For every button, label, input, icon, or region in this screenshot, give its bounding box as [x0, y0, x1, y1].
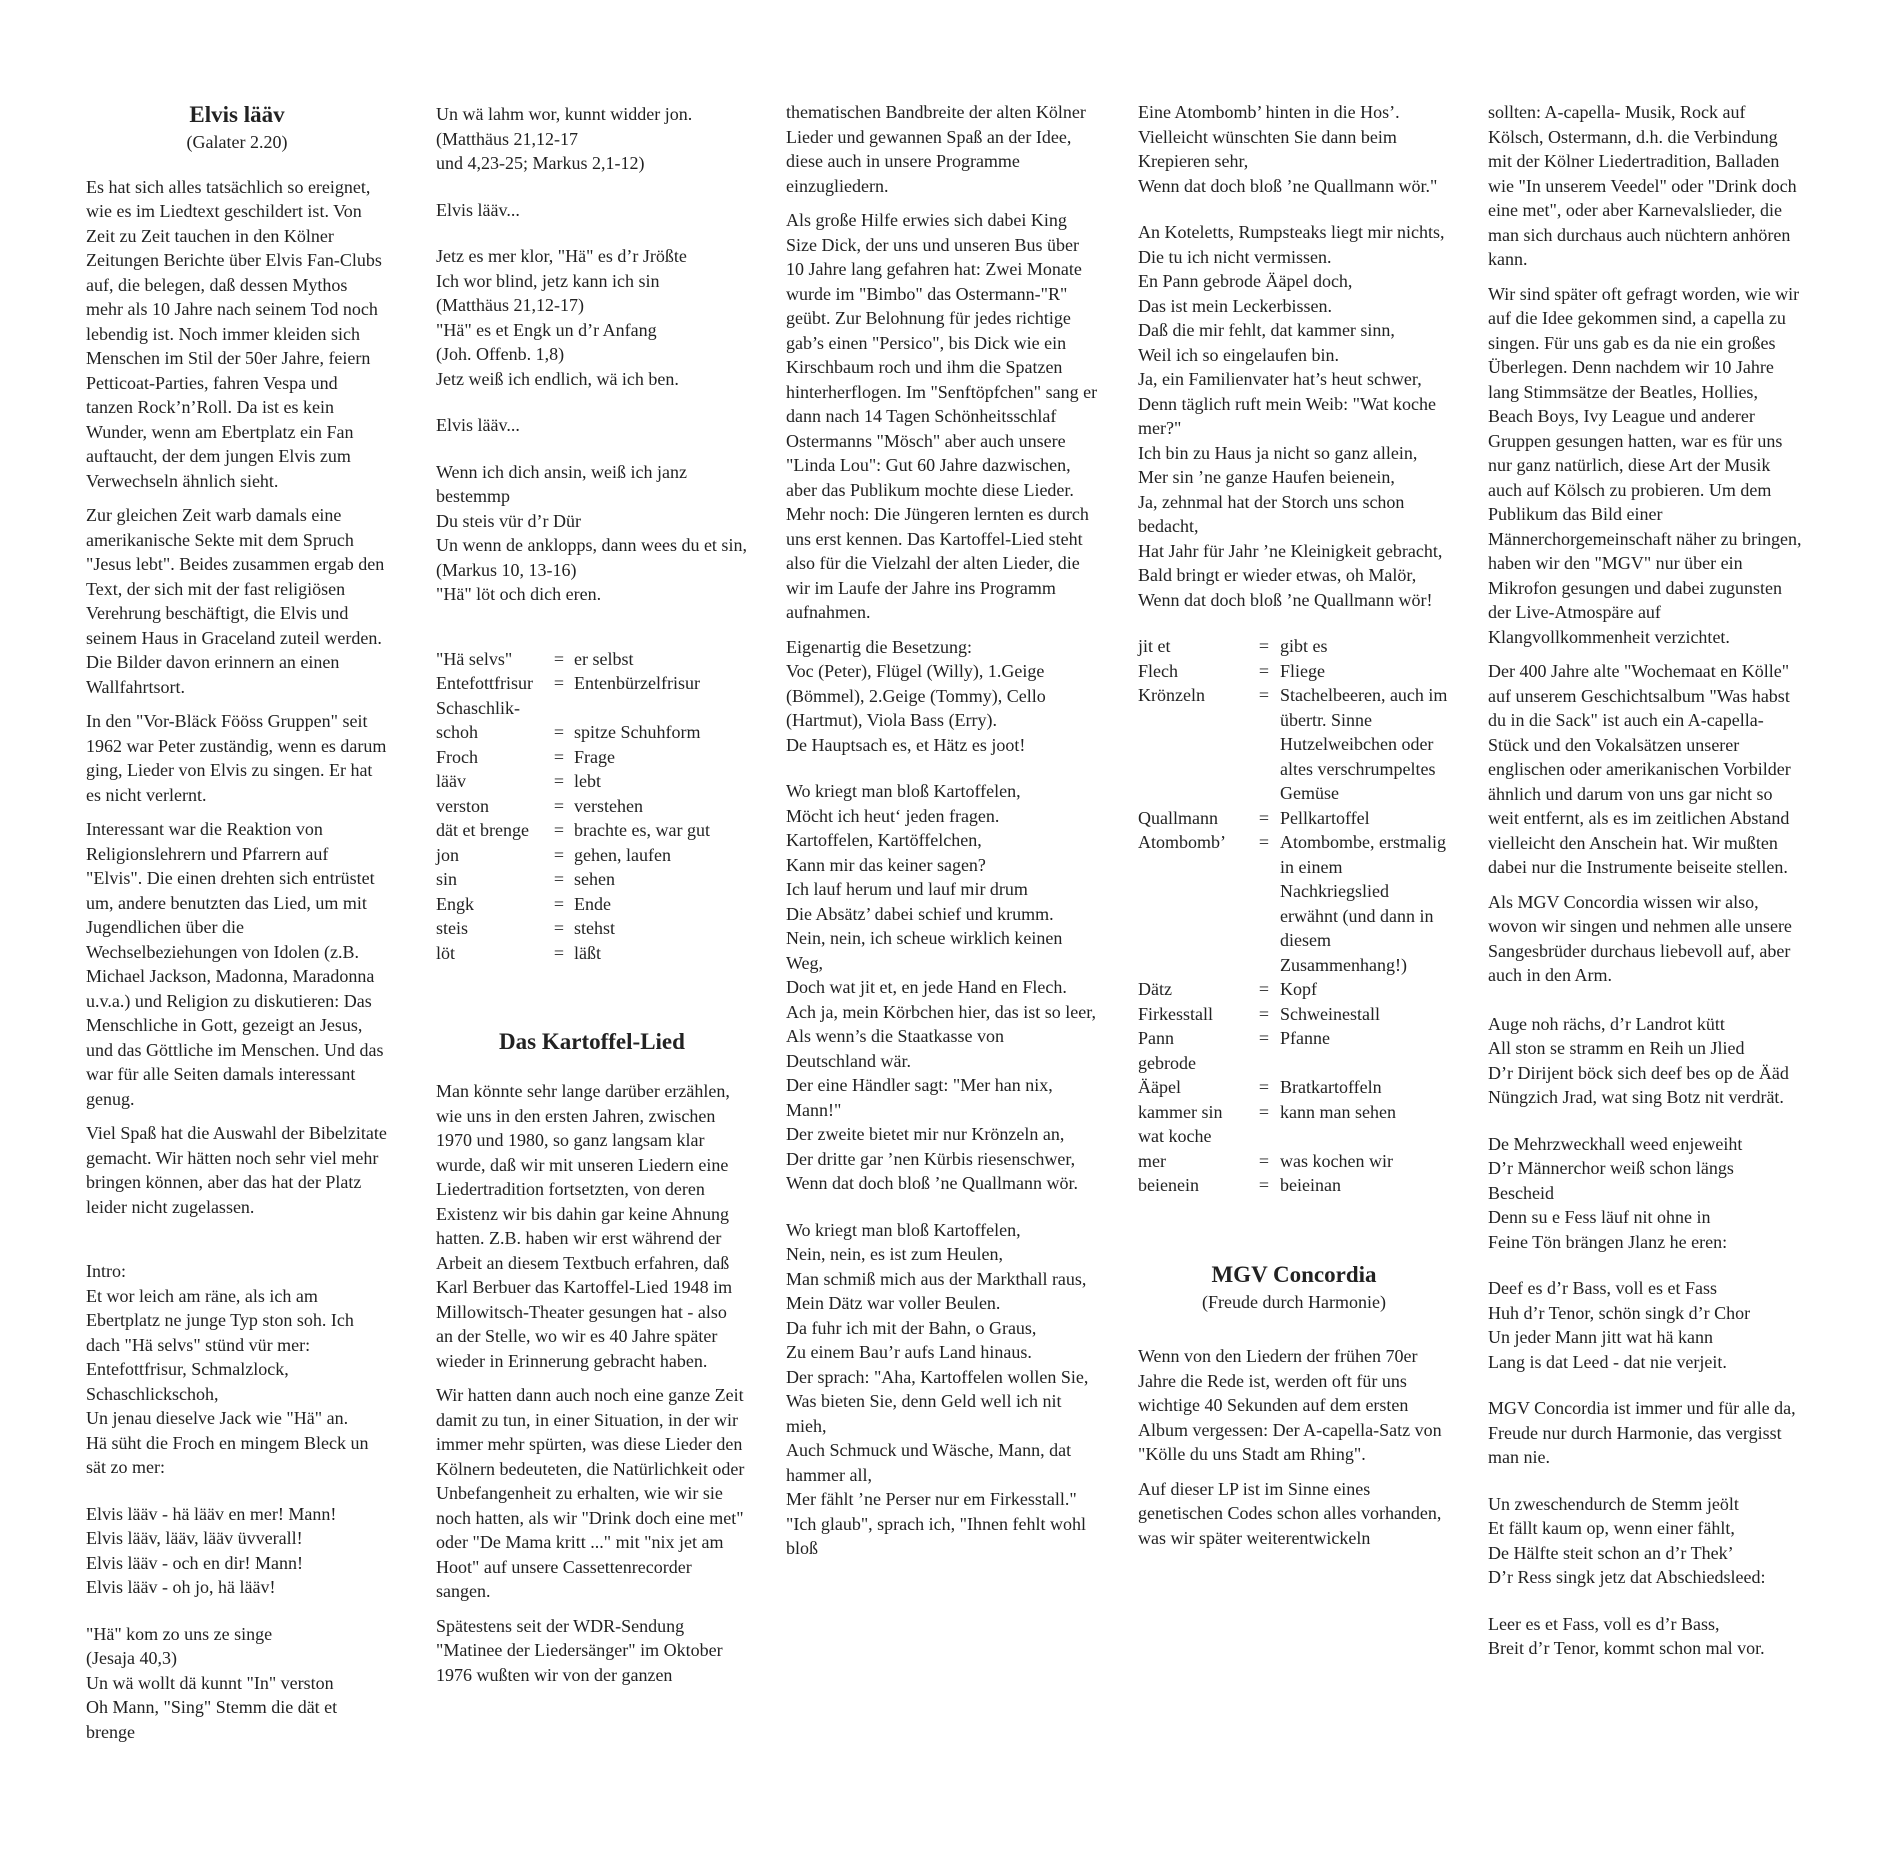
- glossary-term: Schaschlik-: [436, 697, 520, 718]
- lyric-line: De Hälfte steit schon an d’r Thek’: [1488, 1542, 1734, 1563]
- glossary-row: [1138, 1026, 1450, 1051]
- glossary-term: "Hä selvs": [436, 648, 513, 669]
- glossary-row: [1138, 1075, 1450, 1100]
- lyric-line: D’r Dirijent böck sich deef bes op de Ääd: [1488, 1062, 1789, 1083]
- lyrics-stanza: [1488, 1492, 1804, 1590]
- lyric-line: Möcht ich heut‘ jeden fragen.: [786, 805, 1000, 826]
- glossary-term: Atombomb’: [1138, 832, 1226, 852]
- lyric-line: Elvis lääv - oh jo, hä lääv!: [86, 1577, 276, 1597]
- lyric-line: Wo kriegt man bloß Kartoffelen,: [786, 781, 1021, 801]
- glossary-equals: =: [1258, 1175, 1270, 1195]
- glossary-term: Flech: [1138, 660, 1178, 681]
- lyric-line: De Mehrzweckhall weed enjeweiht: [1488, 1133, 1743, 1154]
- glossary-row: [436, 867, 748, 892]
- lyrics-stanza: [86, 1622, 388, 1745]
- lyrics-chorus: [86, 1502, 388, 1600]
- lyrics-refrain: [436, 198, 748, 223]
- column-5: [1488, 100, 1804, 1683]
- glossary-equals: =: [553, 771, 565, 791]
- glossary-row: [436, 671, 748, 696]
- glossary-row: [436, 720, 748, 745]
- glossary-term: dät et brenge: [436, 820, 529, 840]
- glossary-equals: =: [553, 942, 565, 963]
- lyric-line: Auch Schmuck und Wäsche, Mann, dat hammer all,: [786, 1440, 1072, 1485]
- lyric-line: Un wenn de anklopps, dann wees du et sin, (Markus 10, 13-16): [436, 535, 747, 580]
- glossary-row: [1138, 1051, 1450, 1076]
- lyric-line: Hat Jahr für Jahr ’ne Kleinigkeit gebracht,: [1138, 540, 1443, 561]
- lyric-line: Der dritte gar ’nen Kürbis riesenschwer,: [786, 1148, 1076, 1169]
- glossary-term: Froch: [436, 746, 478, 767]
- lyric-line: Als wenn’s die Staatkasse von Deutschland wär.: [786, 1026, 1004, 1071]
- glossary-equals: =: [553, 722, 565, 742]
- glossary-equals: =: [553, 893, 565, 914]
- glossary-equals: =: [1258, 636, 1270, 656]
- glossary-equals: [1248, 1124, 1280, 1149]
- lyric-line: "Hä" kom zo uns ze singe: [86, 1623, 273, 1644]
- lyric-line: An Koteletts, Rumpsteaks liegt mir nichts,: [1138, 222, 1445, 242]
- glossary-equals: =: [553, 918, 565, 938]
- lyric-line: Et fällt kaum op, wenn einer fählt,: [1488, 1518, 1735, 1538]
- lyric-line: Wo kriegt man bloß Kartoffelen,: [786, 1219, 1021, 1240]
- lyric-line: (Matthäus 21,12-17): [436, 295, 584, 315]
- lyric-line: Breit d’r Tenor, kommt schon mal vor.: [1488, 1638, 1765, 1658]
- lyric-line: Un jenau dieselve Jack wie "Hä" an.: [86, 1408, 349, 1428]
- lyric-line: Der sprach: "Aha, Kartoffelen wollen Sie,: [786, 1366, 1089, 1387]
- glossary-definition: stehst: [574, 918, 616, 938]
- glossary-term: verston: [436, 795, 489, 816]
- glossary-term: lääv: [436, 771, 466, 791]
- paragraph: Als große Hilfe erwies sich dabei King Size Dick, der uns und unseren Bus über 10 Jahre lang gefahren hat: Zwei Monate wurde im "Bimbo" das Ostermann-"R" geübt. Zur Belohnung für jedes richtige gab’s einen "Persico", bis Dick wie ein Kirschbaum roch und ihm die Spatzen hinterherflogen. Im "Senftöpfchen" sang er dann nach 14 Tagen Schönheitsschlaf Ostermanns "Mösch" aber auch unsere "Linda Lou": Gut 60 Jahre dazwischen, aber das Publikum mochte diese Lieder. Mehr noch: Die Jüngeren lernten es durch uns erst kennen. Das Kartoffel-Lied steht also für die Vielzahl der alten Lieder, die wir im Laufe der Jahre ins Programm aufnahmen.: [786, 210, 1098, 622]
- glossary-row: [1138, 1124, 1450, 1149]
- glossary-definition: Stachelbeeren, auch im übertr. Sinne Hutzelweibchen oder altes verschrumpeltes Gemüse: [1280, 685, 1448, 803]
- glossary-row: [1138, 659, 1450, 684]
- glossary-definition: lebt: [574, 771, 601, 791]
- glossary-row: [436, 843, 748, 868]
- paragraph: Auf dieser LP ist im Sinne eines genetischen Codes schon alles vorhanden, was wir später weiterentwickeln: [1138, 1478, 1442, 1548]
- lyric-line: Oh Mann, "Sing" Stemm die dät et brenge: [86, 1697, 338, 1742]
- glossary-term: gebrode: [1138, 1052, 1196, 1073]
- lyric-line: Nein, nein, es ist zum Heulen,: [786, 1244, 1003, 1264]
- glossary-term: jit et: [1138, 636, 1171, 656]
- lyric-line: Da fuhr ich mit der Bahn, o Graus,: [786, 1317, 1037, 1338]
- song-subtitle-mgv: (Freude durch Harmonie): [1202, 1291, 1386, 1312]
- lyric-line: Elvis lääv, lääv, lääv üvverall!: [86, 1528, 303, 1548]
- lyrics-stanza: [436, 460, 748, 607]
- lyric-line: Eine Atombomb’ hinten in die Hos’.: [1138, 102, 1400, 122]
- glossary-term: Engk: [436, 893, 474, 914]
- glossary-definition: [1280, 1051, 1450, 1076]
- lyric-line: All ston se stramm en Reih un Jlied: [1488, 1038, 1745, 1058]
- lyric-line: Auge noh rächs, d’r Landrot kütt: [1488, 1013, 1725, 1034]
- glossary-elvis: [436, 647, 748, 966]
- glossary-kartoffel: [1138, 634, 1450, 1198]
- glossary-definition: Bratkartoffeln: [1280, 1077, 1382, 1097]
- glossary-equals: =: [1258, 1150, 1270, 1171]
- glossary-row: [1138, 806, 1450, 831]
- paragraph: Wenn von den Liedern der frühen 70er Jahre die Rede ist, werden oft für uns wichtige 40 Sekunden auf dem ersten Album vergessen: Der A-capella-Satz von "Kölle du uns Stadt am Rhing".: [1138, 1346, 1442, 1464]
- glossary-row: [436, 794, 748, 819]
- mgv-commentary-continued: [1488, 100, 1804, 988]
- glossary-equals: =: [553, 795, 565, 816]
- lyrics-stanza: [1488, 1132, 1804, 1255]
- cast-line: Voc (Peter), Flügel (Willy), 1.Geige (Bömmel), 2.Geige (Tommy), Cello (Hartmut), Viola Bass (Erry).: [786, 661, 1046, 730]
- lyric-line: (Matthäus 21,12-17: [436, 128, 578, 149]
- paragraph: Eigenartig die Besetzung:: [786, 636, 972, 657]
- lyric-line: Un jeder Mann jitt wat hä kann: [1488, 1327, 1713, 1347]
- lyric-line: Freude nur durch Harmonie, das vergisst man nie.: [1488, 1422, 1782, 1467]
- lyric-line: Ja, zehnmal hat der Storch uns schon bedacht,: [1138, 491, 1405, 536]
- glossary-row: [436, 818, 748, 843]
- song-title-kartoffel: Das Kartoffel-Lied: [499, 1029, 685, 1054]
- glossary-definition: Atombombe, erstmalig in einem Nachkriegslied erwähnt (und dann in diesem Zusammenhang!): [1280, 832, 1446, 975]
- glossary-term: jon: [436, 844, 460, 865]
- paragraph: Wir sind später oft gefragt worden, wie wir auf die Idee gekommen sind, a capella zu singen. Für uns gab es da nie ein großes Überlegen. Denn nachdem wir 10 Jahre lang Stimmsätze der Beatles, Hollies, Beach Boys, Ivy League und anderer Gruppen gesungen hatten, war es für uns nur ganz natürlich, diese Art der Musik auch auf Kölsch zu probieren. Um dem Publikum das Bild einer Männerchorgemeinschaft näher zu bringen, haben wir den "MGV" nur über ein Mikrofon gesungen und dabei zugunsten der Live-Atmospäre auf Klangvollkommenheit verzichtet.: [1488, 283, 1802, 647]
- lyrics-chorus: [1488, 1396, 1804, 1470]
- glossary-definition: [574, 696, 748, 721]
- lyric-line: Doch wat jit et, en jede Hand en Flech.: [786, 977, 1067, 997]
- glossary-definition: brachte es, war gut: [574, 820, 710, 840]
- glossary-definition: Schweinestall: [1280, 1003, 1380, 1024]
- glossary-equals: =: [553, 673, 565, 693]
- lyric-line: Intro:: [86, 1261, 126, 1281]
- lyric-line: Bald bringt er wieder etwas, oh Malör,: [1138, 565, 1417, 585]
- lyric-line: Un wä wollt dä kunnt "In" verston: [86, 1672, 334, 1693]
- glossary-equals: =: [553, 648, 565, 669]
- kartoffel-commentary: [436, 1079, 748, 1687]
- lyric-line: Vielleicht wünschten Sie dann beim Krepieren sehr,: [1138, 126, 1397, 171]
- lyric-line: Feine Tön brängen Jlanz he eren:: [1488, 1231, 1728, 1252]
- glossary-row: [1138, 1002, 1450, 1027]
- lyric-line: Ach ja, mein Körbchen hier, das ist so leer,: [786, 1001, 1096, 1022]
- lyrics-stanza: [1138, 220, 1450, 612]
- glossary-equals: [1248, 1051, 1280, 1076]
- glossary-row: [1138, 634, 1450, 659]
- lyric-line: Un wä lahm wor, kunnt widder jon.: [436, 104, 693, 124]
- paragraph: Spätestens seit der WDR-Sendung "Matinee der Liedersänger" im Oktober 1976 wußten wir von der ganzen: [436, 1615, 723, 1685]
- glossary-definition: Frage: [574, 746, 615, 767]
- glossary-equals: =: [1258, 685, 1270, 705]
- lyric-line: Kann mir das keiner sagen?: [786, 854, 986, 875]
- glossary-equals: =: [1258, 1003, 1270, 1024]
- song-subtitle-elvis: (Galater 2.20): [186, 132, 288, 152]
- glossary-definition: [1280, 1124, 1450, 1149]
- paragraph: Man könnte sehr lange darüber erzählen, wie uns in den ersten Jahren, zwischen 1970 und 1980, so ganz langsam klar wurde, daß wir mit unseren Liedern eine Liedertradition fortsetzten, von deren Existenz wir bis dahin gar keine Ahnung hatten. Z.B. haben wir erst während der Arbeit an diesem Textbuch erfahren, daß Karl Berbuer das Kartoffel-Lied 1948 im Millowitsch-Theater gesungen hat - also an der Stelle, wo wir es 40 Jahre später wieder in Erinnerung gebracht haben.: [436, 1081, 733, 1371]
- glossary-row: [436, 696, 748, 721]
- glossary-equals: =: [1258, 1028, 1270, 1048]
- lyric-line: Et wor leich am räne, als ich am Ebertplatz ne junge Typ ston soh. Ich dach "Hä selvs" stünd vür mer:: [86, 1285, 354, 1355]
- glossary-term: Entefottfrisur: [436, 673, 533, 693]
- lyric-line: Was bieten Sie, denn Geld well ich nit mieh,: [786, 1391, 1062, 1436]
- glossary-term: Ääpel: [1138, 1077, 1181, 1097]
- glossary-term: Krönzeln: [1138, 685, 1205, 705]
- glossary-term: Pann: [1138, 1028, 1174, 1048]
- lyric-line: Ich lauf herum und lauf mir drum: [786, 879, 1028, 899]
- lyric-line: Denn su e Fess läuf nit ohne in: [1488, 1207, 1711, 1227]
- paragraph: Zur gleichen Zeit warb damals eine amerikanische Sekte mit dem Spruch "Jesus lebt". Beides zusammen ergab den Text, der sich mit der fast religiösen Verehrung beschäftigt, die Elvis und seinem Haus in Graceland zuteil werden. Die Bilder davon erinnern an einen Wallfahrtsort.: [86, 505, 385, 697]
- glossary-definition: beieinan: [1280, 1175, 1341, 1195]
- lyric-line: Man schmiß mich aus der Markthall raus,: [786, 1268, 1087, 1289]
- lyric-line: D’r Männerchor weiß schon längs Bescheid: [1488, 1158, 1734, 1203]
- lyrics-refrain: [436, 413, 748, 438]
- paragraph: In den "Vor-Bläck Fööss Gruppen" seit 1962 war Peter zuständig, wenn es darum ging, Lieder von Elvis zu singen. Er hat es nicht verlernt.: [86, 711, 387, 805]
- glossary-equals: =: [553, 746, 565, 767]
- column-4: [1138, 100, 1450, 1560]
- lyric-line: Ja, ein Familienvater hat’s heut schwer,: [1138, 369, 1422, 389]
- lyric-line: "Hä" es et Engk un d’r Anfang: [436, 319, 657, 340]
- lyric-line: Der eine Händler sagt: "Mer han nix, Mann!": [786, 1075, 1053, 1120]
- glossary-row: [1138, 683, 1450, 806]
- glossary-row: [436, 647, 748, 672]
- lyric-line: Wenn dat doch bloß ’ne Quallmann wör.": [1138, 175, 1438, 196]
- glossary-definition: er selbst: [574, 648, 634, 669]
- glossary-equals: =: [553, 844, 565, 865]
- lyric-line: "Ich glaub", sprach ich, "Ihnen fehlt wohl bloß: [786, 1513, 1086, 1558]
- glossary-equals: =: [1258, 807, 1270, 828]
- lyric-line: Huh d’r Tenor, schön singk d’r Chor: [1488, 1302, 1751, 1323]
- glossary-term: Dätz: [1138, 979, 1172, 999]
- glossary-definition: was kochen wir: [1280, 1150, 1393, 1171]
- glossary-equals: =: [1258, 660, 1270, 681]
- glossary-definition: Fliege: [1280, 660, 1325, 681]
- lyric-line: Du steis vür d’r Dür: [436, 510, 581, 531]
- paragraph: Wir hatten dann auch noch eine ganze Zeit damit zu tun, in einer Situation, in der wir immer mehr spürten, was diese Lieder den Kölnern bedeuteten, die Natürlichkeit oder Unbefangenheit zu erhalten, wie wir sie noch hatten, als wir "Drink doch eine met" oder "De Mama kritt ..." mit "nix jet am Hoot" auf unsere Cassettenrecorder sangen.: [436, 1385, 745, 1601]
- column-2: [436, 102, 748, 1697]
- glossary-equals: =: [1258, 1077, 1270, 1097]
- lyric-line: Nein, nein, ich scheue wirklich keinen Weg,: [786, 928, 1063, 973]
- glossary-definition: kann man sehen: [1280, 1101, 1396, 1122]
- glossary-definition: Entenbürzelfrisur: [574, 673, 700, 693]
- glossary-term: sin: [436, 869, 458, 889]
- cast-line: De Hauptsach es, et Hätz es joot!: [786, 734, 1026, 755]
- glossary-term: beienein: [1138, 1175, 1199, 1195]
- lyrics-chorus: [1488, 1612, 1804, 1661]
- lyric-line: Un zweschendurch de Stemm jeölt: [1488, 1493, 1739, 1514]
- elvis-commentary: [86, 175, 388, 1220]
- lyrics-stanza: [786, 779, 1098, 1196]
- lyric-line: Ich bin zu Haus ja nicht so ganz allein,: [1138, 442, 1418, 463]
- glossary-equals: =: [1258, 1101, 1270, 1122]
- paragraph: Viel Spaß hat die Auswahl der Bibelzitate gemacht. Wir hätten noch sehr viel mehr bringen können, aber das hat der Platz leider nicht zugelassen.: [86, 1123, 387, 1217]
- glossary-row: [436, 916, 748, 941]
- glossary-definition: läßt: [574, 942, 601, 963]
- lyric-line: "Hä" löt och dich eren.: [436, 584, 602, 604]
- glossary-term: mer: [1138, 1150, 1166, 1171]
- lyric-line: Entefottfrisur, Schmalzlock, Schaschlickschoh,: [86, 1359, 289, 1404]
- lyrics-chorus: [1488, 1276, 1804, 1374]
- glossary-row: [1138, 977, 1450, 1002]
- glossary-definition: verstehen: [574, 795, 643, 816]
- glossary-definition: spitze Schuhform: [574, 722, 701, 742]
- lyric-line: Ich wor blind, jetz kann ich sin: [436, 270, 660, 291]
- glossary-row: [1138, 830, 1450, 977]
- lyric-line: Jetz es mer klor, "Hä" es d’r Jrößte: [436, 246, 687, 266]
- lyric-line: und 4,23-25; Markus 2,1-12): [436, 153, 645, 173]
- glossary-row: [1138, 1173, 1450, 1198]
- glossary-equals: =: [1258, 979, 1270, 999]
- glossary-row: [436, 769, 748, 794]
- lyric-line: Elvis lääv - och en dir! Mann!: [86, 1552, 303, 1573]
- lyric-line: Daß die mir fehlt, dat kammer sinn,: [1138, 320, 1395, 340]
- lyric-line: Lang is dat Leed - dat nie verjeit.: [1488, 1351, 1727, 1372]
- glossary-definition: Kopf: [1280, 979, 1317, 999]
- kartoffel-commentary-continued: [786, 100, 1098, 659]
- lyric-line: Elvis lääv...: [436, 199, 520, 220]
- lyrics-stanza: [436, 244, 748, 391]
- song-title-elvis: Elvis lääv: [189, 102, 285, 127]
- glossary-row: [436, 745, 748, 770]
- glossary-row: [1138, 1149, 1450, 1174]
- glossary-row: [436, 892, 748, 917]
- lyric-line: Mer fählt ’ne Perser nur em Firkesstall.": [786, 1489, 1077, 1509]
- lyric-line: Weil ich so eingelaufen bin.: [1138, 344, 1339, 365]
- lyric-line: Kartoffelen, Kartöffelchen,: [786, 830, 982, 850]
- glossary-definition: Ende: [574, 893, 611, 914]
- lyrics-stanza: [1138, 100, 1450, 198]
- glossary-term: Firkesstall: [1138, 1003, 1213, 1024]
- cast-list: [786, 659, 1098, 757]
- lyric-line: Leer es et Fass, voll es d’r Bass,: [1488, 1613, 1720, 1634]
- glossary-definition: Pellkartoffel: [1280, 807, 1370, 828]
- column-3: [786, 100, 1098, 1583]
- lyrics-stanza: [786, 1218, 1098, 1561]
- lyric-line: En Pann gebrode Ääpel doch,: [1138, 271, 1353, 291]
- lyric-line: Wenn dat doch bloß ’ne Quallmann wör!: [1138, 589, 1433, 610]
- glossary-term: Quallmann: [1138, 807, 1218, 828]
- glossary-term: kammer sin: [1138, 1101, 1223, 1122]
- lyric-line: (Joh. Offenb. 1,8): [436, 344, 565, 364]
- paragraph: Als MGV Concordia wissen wir also, wovon wir singen und nehmen alle unsere Sangesbrüder durchaus liebevoll auf, aber auch in den Arm.: [1488, 891, 1792, 985]
- mgv-commentary: [1138, 1344, 1450, 1550]
- lyric-line: Zu einem Bau’r aufs Land hinaus.: [786, 1342, 1032, 1362]
- lyrics-stanza: [436, 102, 748, 176]
- lyric-line: Der zweite bietet mir nur Krönzeln an,: [786, 1124, 1065, 1144]
- glossary-definition: gehen, laufen: [574, 844, 671, 865]
- paragraph: thematischen Bandbreite der alten Kölner Lieder und gewannen Spaß an der Idee, diese auch in unsere Programme einzugliedern.: [786, 102, 1086, 196]
- lyric-line: Jetz weiß ich endlich, wä ich ben.: [436, 368, 679, 389]
- glossary-definition: sehen: [574, 869, 615, 889]
- glossary-equals: [544, 696, 574, 721]
- glossary-equals: =: [553, 869, 565, 889]
- lyric-line: Deef es d’r Bass, voll es et Fass: [1488, 1278, 1717, 1298]
- glossary-definition: gibt es: [1280, 636, 1328, 656]
- column-1: [86, 100, 388, 1766]
- paragraph: Interessant war die Reaktion von Religionslehrern und Pfarrern auf "Elvis". Die einen drehten sich entrüstet um, andere benutzten das Lied, um mit Jugendlichen über die Wechselbeziehungen von Idolen (z.B. Michael Jackson, Madonna, Maradonna u.v.a.) und Religion zu diskutieren: Das Menschliche in Gott, gezeigt an Jesus, und das Göttliche im Menschen. Und das war für alle Seiten damals interessant genug.: [86, 819, 384, 1109]
- glossary-definition: Pfanne: [1280, 1028, 1330, 1048]
- glossary-row: [436, 941, 748, 966]
- lyrics-stanza: [1488, 1012, 1804, 1110]
- paragraph: sollten: A-capella- Musik, Rock auf Kölsch, Ostermann, d.h. die Verbindung mit der Kölner Liedertradition, Balladen wie "In unserem Veedel" oder "Drink doch eine met", oder aber Karnevalslieder, die man sich durchaus auch nüchtern anhören kann.: [1488, 102, 1797, 269]
- glossary-equals: =: [553, 820, 565, 840]
- lyrics-stanza: [86, 1259, 388, 1480]
- lyric-line: Denn täglich ruft mein Weib: "Wat koche mer?": [1138, 393, 1437, 438]
- lyric-line: (Jesaja 40,3): [86, 1648, 177, 1668]
- lyric-line: Die tu ich nicht vermissen.: [1138, 246, 1332, 267]
- glossary-term: löt: [436, 942, 456, 963]
- glossary-term: wat koche: [1138, 1126, 1212, 1146]
- song-title-mgv: MGV Concordia: [1211, 1261, 1377, 1287]
- lyric-line: Elvis lääv - hä lääv en mer! Mann!: [86, 1503, 337, 1524]
- lyric-line: Die Absätz’ dabei schief und krumm.: [786, 903, 1054, 924]
- glossary-term: schoh: [436, 722, 478, 742]
- glossary-term: steis: [436, 918, 469, 938]
- lyric-line: MGV Concordia ist immer und für alle da,: [1488, 1398, 1796, 1418]
- paragraph: Es hat sich alles tatsächlich so ereignet, wie es im Liedtext geschildert ist. Von Zeit zu Zeit tauchen in den Kölner Zeitungen Berichte über Elvis Fan-Clubs auf, die belegen, daß dessen Mythos mehr als 10 Jahre nach seinem Tod noch lebendig ist. Noch immer kleiden sich Menschen im Stil der 50er Jahre, feiern Petticoat-Parties, fahren Vespa und tanzen Rock’n’Roll. Da ist es kein Wunder, wenn am Ebertplatz ein Fan auftaucht, der dem jungen Elvis zum Verwechseln ähnlich sieht.: [86, 176, 382, 491]
- lyric-line: Mein Dätz war voller Beulen.: [786, 1293, 1001, 1313]
- glossary-row: [1138, 1100, 1450, 1125]
- lyric-line: Elvis lääv...: [436, 415, 520, 435]
- glossary-equals: =: [1258, 832, 1270, 852]
- lyric-line: D’r Ress singk jetz dat Abschiedsleed:: [1488, 1567, 1766, 1587]
- lyric-line: Mer sin ’ne ganze Haufen beienein,: [1138, 467, 1395, 487]
- paragraph: Der 400 Jahre alte "Wochemaat en Kölle" auf unserem Geschichtsalbum "Was habst du in die Sack" ist auch ein A-capella-Stück und den Vokalsätzen unserer englischen oder amerikanischen Vorbilder ähnlich und darum von uns gar nicht so weit entfernt, als es im zeitlichen Abstand vielleicht den Anschein hat. Wir mußten dabei nur die Instrumente beiseite stellen.: [1488, 661, 1791, 877]
- lyric-line: Das ist mein Leckerbissen.: [1138, 295, 1332, 316]
- lyric-line: Nüngzich Jrad, wat sing Botz nit verdrät.: [1488, 1087, 1784, 1107]
- lyric-line: Wenn dat doch bloß ’ne Quallmann wör.: [786, 1173, 1078, 1193]
- lyric-line: Hä süht die Froch en mingem Bleck un sät zo mer:: [86, 1432, 369, 1477]
- lyric-line: Wenn ich dich ansin, weiß ich janz bestemmp: [436, 461, 687, 506]
